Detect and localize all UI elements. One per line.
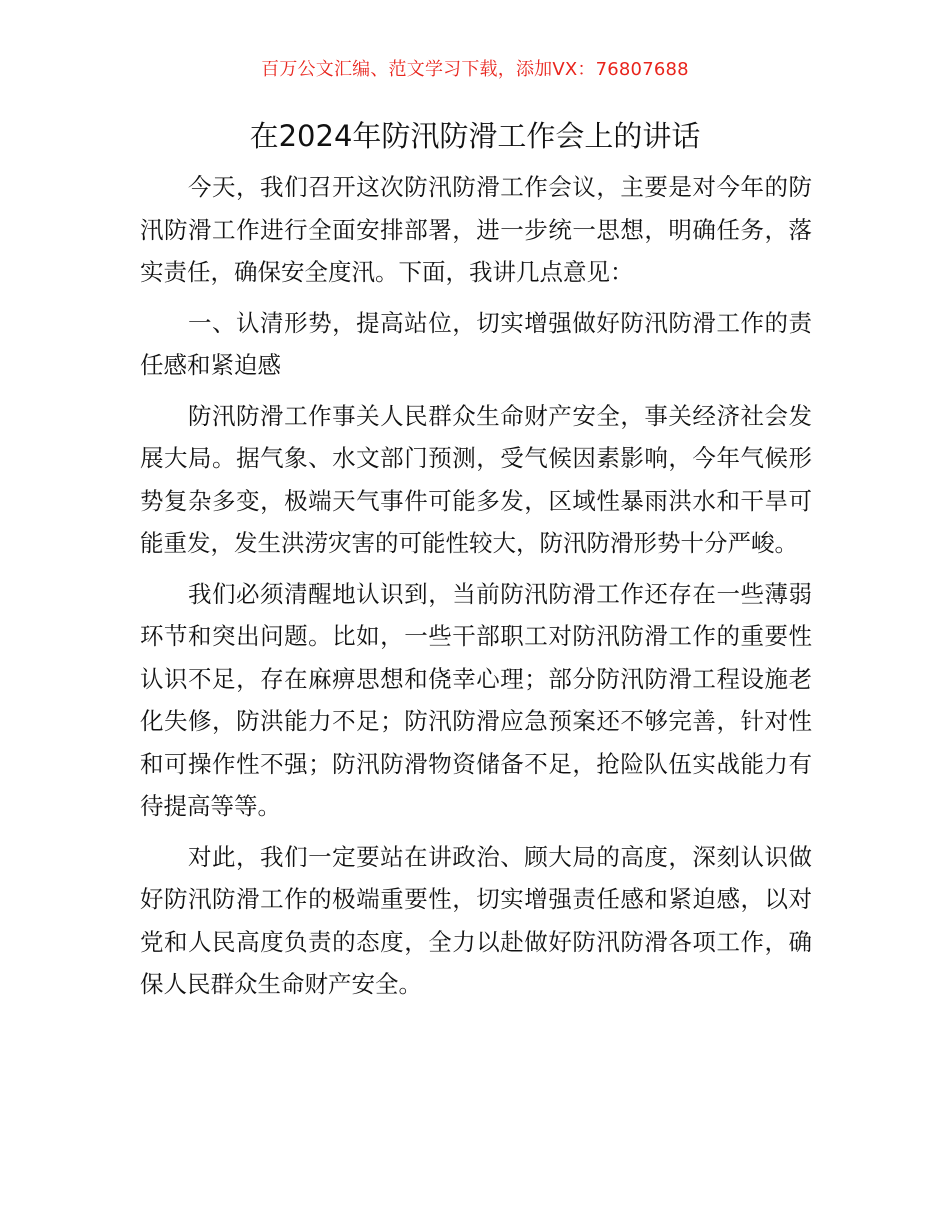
paragraph-situation: 防汛防滑工作事关人民群众生命财产安全，事关经济社会发展大局。据气象、水文部门预测，受气候因素影响，今年气候形势复杂多变，极端天气事件可能多发，区域性暴雨洪水和干旱可能重发，发生洪涝灾害的可能性较大，防汛防滑形势十分严峻。	[140, 401, 812, 557]
paragraph-conclusion: 对此，我们一定要站在讲政治、顾大局的高度，深刻认识做好防汛防滑工作的极端重要性，切实增强责任感和紧迫感，以对党和人民高度负责的态度，全力以赴做好防汛防滑各项工作，确保人民群众生命财产安全。	[140, 842, 812, 998]
paragraph-opening: 今天，我们召开这次防汛防滑工作会议，主要是对今年的防汛防滑工作进行全面安排部署，进一步统一思想，明确任务，落实责任，确保安全度汛。下面，我讲几点意见：	[140, 173, 812, 286]
paragraph-problems: 我们必须清醒地认识到，当前防汛防滑工作还存在一些薄弱环节和突出问题。比如，一些干部职工对防汛防滑工作的重要性认识不足，存在麻痹思想和侥幸心理；部分防汛防滑工程设施老化失修，防洪能力不足；防汛防滑应急预案还不够完善，针对性和可操作性不强；防汛防滑物资储备不足，抢险队伍实战能力有待提高等等。	[140, 579, 812, 820]
document-title: 在2024年防汛防滑工作会上的讲话	[249, 119, 701, 153]
header-watermark-note: 百万公文汇编、范文学习下载，添加VX：76807688	[261, 59, 689, 80]
document-body	[140, 166, 812, 1014]
paragraph-section-heading: 一、认清形势，提高站位，切实增强做好防汛防滑工作的责任感和紧迫感	[140, 308, 812, 379]
